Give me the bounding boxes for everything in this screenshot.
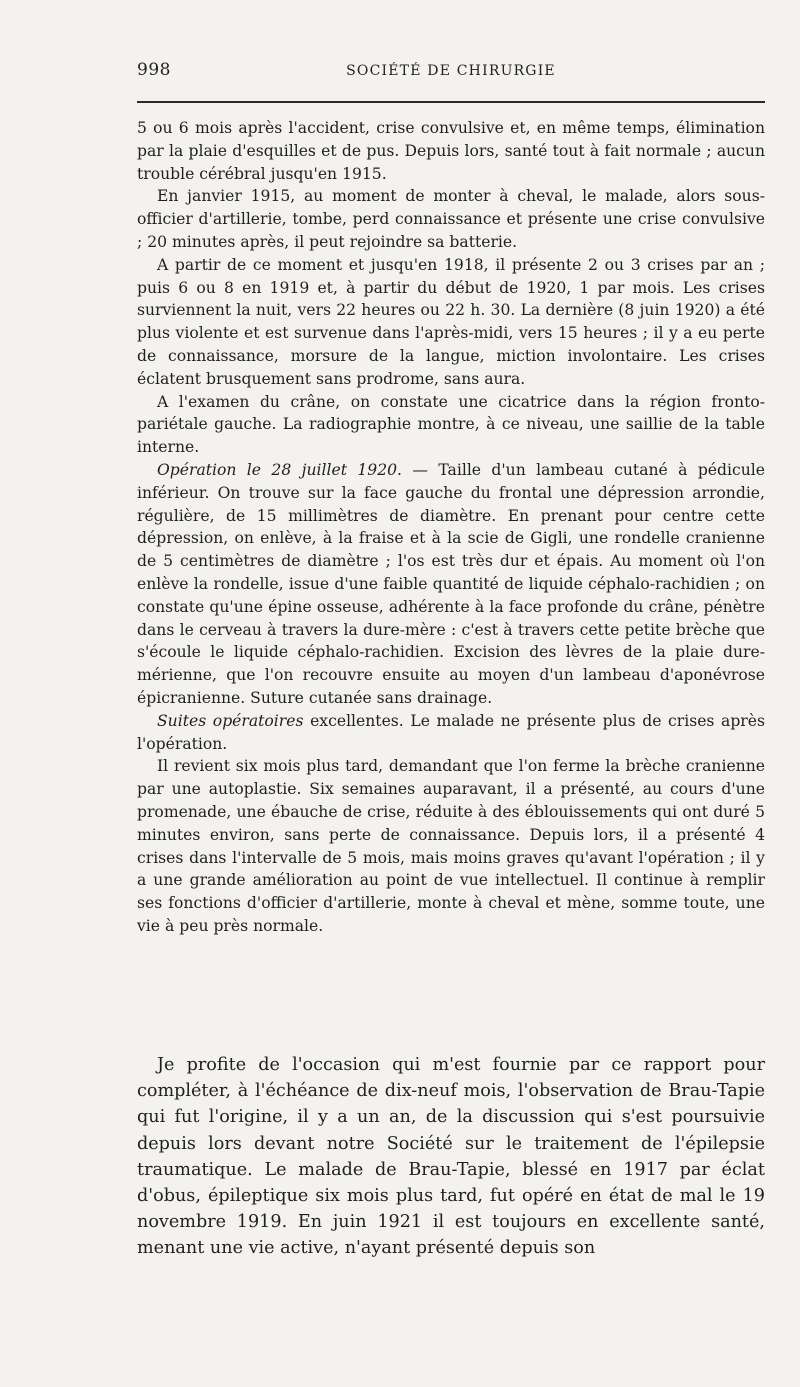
page-header — [137, 60, 765, 90]
paragraph-postoperative — [137, 710, 765, 756]
paragraph-skull-exam: A l'examen du crâne, on constate une cicatrice dans la région fronto-pariétale gauche. La radiographie montre, à ce niveau, une saillie de la table interne. — [137, 392, 765, 457]
paragraph-crises-history: A partir de ce moment et jusqu'en 1918, il présente 2 ou 3 crises par an ; puis 6 ou 8 en 1919 et, à partir du début de 1920, 1 par mois. Les crises surviennent la nuit, vers 22 heures ou 22 h. 30. La dernière (8 juin 1920) a été plus violente et est survenue dans l'après-midi, vers 15 heures ; il y a eu perte de connaissance, morsure de la langue, miction involontaire. Les crises éclatent brusquement sans prodrome, sans aura. — [137, 255, 765, 388]
commentary-body — [137, 1052, 765, 1262]
postoperative-heading: Suites opératoires — [157, 711, 304, 730]
paragraph-brau-tapie: Je profite de l'occasion qui m'est fournie par ce rapport pour compléter, à l'échéance de dix-neuf mois, l'observation de Brau-Tapie qui fut l'origine, il y a un an, de la discussion qui s'est poursuivie depuis lors devant notre Société sur le traitement de l'épilepsie traumatique. Le malade de Brau-Tapie, blessé en 1917 par éclat d'obus, épileptique six mois plus tard, fut opéré en état de mal le 19 novembre 1919. En juin 1921 il est toujours en excellente santé, menant une vie active, n'ayant présenté depuis son — [137, 1055, 765, 1259]
header-rule — [137, 101, 765, 103]
operation-heading: Opération le 28 juillet 1920. — [157, 460, 402, 479]
paragraph-operation — [137, 459, 765, 710]
running-title: SOCIÉTÉ DE CHIRURGIE — [346, 63, 556, 79]
paragraph-january-1915: En janvier 1915, au moment de monter à cheval, le malade, alors sous-officier d'artillerie, tombe, perd connaissance et présente une crise convulsive ; 20 minutes après, il peut rejoindre sa batterie. — [137, 187, 765, 251]
operation-text: — Taille d'un lambeau cutané à pédicule inférieur. On trouve sur la face gauche du frontal une dépression arrondie, régulière, de 15 millimètres de diamètre. En prenant pour centre cette dépression, on enlève, à la fraise et à la scie de Gigli, une rondelle cranienne de 5 centimètres de diamètre ; l'os est très dur et épais. Au moment où l'on enlève la rondelle, issue d'une faible quantité de liquide céphalo-rachidien ; on constate qu'une épine osseuse, adhérente à la face profonde du crâne, pénètre dans le cerveau à travers la dure-mère : c'est à travers cette petite brèche que s'écoule le liquide céphalo-rachidien. Excision des lèvres de la plaie dure-mérienne, que l'on recouvre ensuite au moyen d'un lambeau d'aponévrose épicranienne. Suture cutanée sans drainage. — [137, 460, 765, 707]
page-number: 998 — [137, 60, 171, 80]
case-report-body — [137, 117, 765, 938]
postoperative-text: excellentes. Le malade ne présente plus de crises après l'opération. — [137, 711, 765, 753]
paragraph-accident: 5 ou 6 mois après l'accident, crise convulsive et, en même temps, élimination par la plaie d'esquilles et de pus. Depuis lors, santé tout à fait normale ; aucun trouble cérébral jusqu'en 1915. — [137, 119, 765, 183]
paragraph-follow-up: Il revient six mois plus tard, demandant que l'on ferme la brèche cranienne par une autoplastie. Six semaines auparavant, il a présenté, au cours d'une promenade, une ébauche de crise, réduite à des éblouissements qui ont duré 5 minutes environ, sans perte de connaissance. Depuis lors, il a présenté 4 crises dans l'intervalle de 5 mois, mais moins graves qu'avant l'opération ; il y a une grande amélioration au point de vue intellectuel. Il continue à remplir ses fonctions d'officier d'artillerie, monte à cheval et mène, somme toute, une vie à peu près normale. — [137, 757, 765, 935]
